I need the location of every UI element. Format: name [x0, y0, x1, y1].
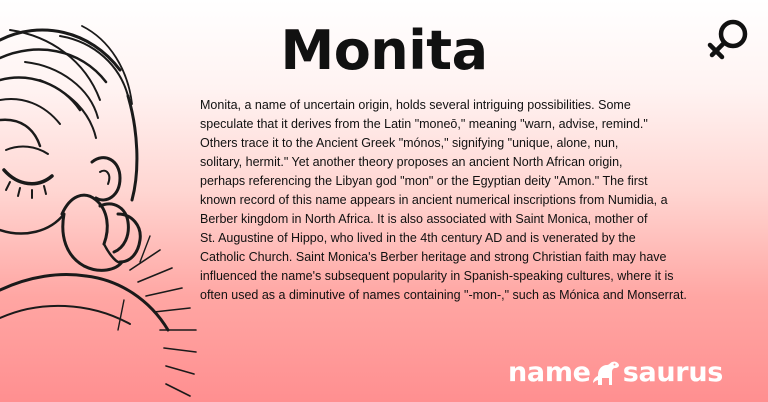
dinosaur-icon — [592, 358, 622, 388]
logo-text-saurus: saurus — [622, 357, 724, 388]
name-description: Monita, a name of uncertain origin, holds several intriguing possibilities. Some speculate that it derives from the Latin "moneō," meaning "warn, advise, remind." Others trace it to the Ancient Greek "mónos," signifying "unique, alone, nun, solitary, hermit." Yet another theory proposes an ancient North African origin, perhaps referencing the Libyan god "mon" or the Egyptian deity "Amon." The first known record of this name appears in ancient numerical inscriptions from Numidia, a Berber kingdom in North Africa. It is also associated with Saint Monica, mother of St. Augustine of Hippo, who lived in the 4th century AD and is venerated by the Catholic Church. Saint Monica's Berber heritage and strong Christian faith may have influenced the name's subsequent popularity in Spanish-speaking cultures, where it is often used as a diminutive of names containing "-mon-," such as Mónica and Monserrat. — [200, 98, 687, 302]
namesaurus-logo[interactable] — [508, 355, 723, 391]
name-title: Monita — [280, 19, 488, 82]
female-symbol-icon — [704, 16, 752, 64]
logo-text-name: name — [508, 357, 591, 388]
